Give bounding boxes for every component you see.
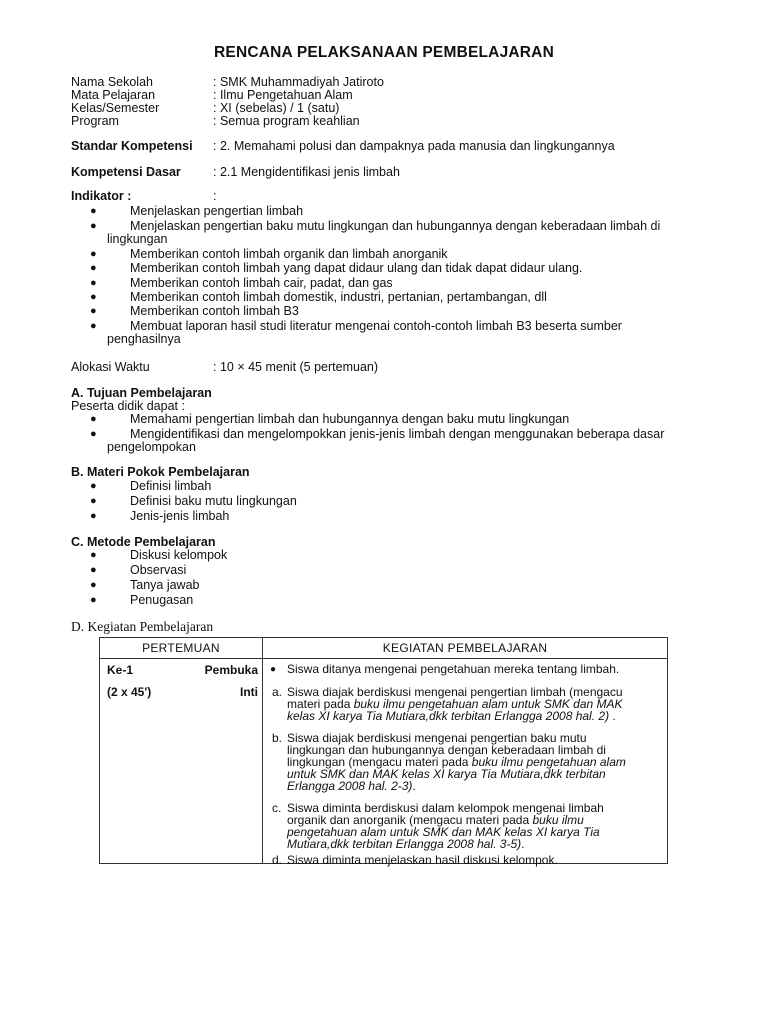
identity-value: : XI (sebelas) / 1 (satu) [213, 101, 340, 115]
table-header-row [100, 638, 668, 659]
meeting-duration: (2 x 45') [107, 685, 152, 699]
bullet-icon: ● [90, 564, 97, 576]
standar-kompetensi-label: Standar Kompetensi [71, 139, 193, 153]
activity-c-line: Siswa diminta berdiskusi dalam kelompok mengenai limbah [287, 801, 604, 815]
activity-c-line: organik dan anorganik (mengacu materi pada buku ilmu [287, 813, 584, 827]
section-heading-tujuan: A. Tujuan Pembelajaran [71, 386, 212, 400]
opening-activity: Siswa ditanya mengenai pengetahuan mereka tentang limbah. [287, 662, 620, 676]
bullet-icon: ● [90, 495, 97, 507]
identity-label: Nama Sekolah [71, 75, 153, 89]
identity-value: : Ilmu Pengetahuan Alam [213, 88, 353, 102]
bullet-icon: ● [90, 579, 97, 591]
bullet-icon: ● [90, 549, 97, 561]
activity-b-line: Erlangga 2008 hal. 2-3). [287, 779, 416, 793]
activity-b-line: untuk SMK dan MAK kelas XI karya Tia Mutiara,dkk terbitan [287, 767, 606, 781]
meeting-number: Ke-1 [107, 663, 134, 677]
table-row [100, 659, 668, 864]
activity-d-line: Siswa diminta menjelaskan hasil diskusi kelompok. [287, 853, 558, 867]
identity-value: : SMK Muhammadiyah Jatiroto [213, 75, 384, 89]
phase-inti: Inti [240, 685, 258, 699]
bullet-icon: ● [90, 262, 97, 274]
activity-marker: b. [272, 731, 283, 745]
phase-pembuka: Pembuka [204, 663, 258, 677]
column-header-kegiatan: KEGIATAN PEMBELAJARAN [263, 638, 668, 659]
section-heading-materi: B. Materi Pokok Pembelajaran [71, 465, 250, 479]
activity-a-line: Siswa diajak berdiskusi mengenai pengertian limbah (mengacu [287, 685, 623, 699]
section-heading-kegiatan: D. Kegiatan Pembelajaran [71, 619, 214, 634]
activity-c-line: pengetahuan alam untuk SMK dan MAK kelas XI karya Tia [287, 825, 600, 839]
standar-kompetensi-value: : 2. Memahami polusi dan dampaknya pada manusia dan lingkungannya [213, 139, 615, 153]
activity-b-line: lingkungan dan hubungannya dengan keberadaan limbah di [287, 743, 606, 757]
section-heading-metode: C. Metode Pembelajaran [71, 535, 216, 549]
bullet-icon: ● [90, 220, 97, 232]
identity-label: Mata Pelajaran [71, 88, 156, 102]
activity-b-line: lingkungan (mengacu materi pada buku ilmu pengetahuan alam [287, 755, 626, 769]
identity-label: Program [71, 114, 119, 128]
activity-a-line: kelas XI karya Tia Mutiara,dkk terbitan Erlangga 2008 hal. 2) . [287, 709, 616, 723]
indikator-label: Indikator : [71, 189, 132, 203]
identity-label: Kelas/Semester [71, 101, 160, 115]
bullet-icon: ● [90, 205, 97, 217]
kompetensi-dasar-value: : 2.1 Mengidentifikasi jenis limbah [213, 165, 400, 179]
activity-marker: c. [272, 801, 282, 815]
bullet-icon: ● [90, 277, 97, 289]
bullet-icon: ● [90, 480, 97, 492]
alokasi-waktu-label: Alokasi Waktu [71, 360, 150, 374]
kompetensi-dasar-label: Kompetensi Dasar [71, 165, 181, 179]
activity-b-line: Siswa diajak berdiskusi mengenai pengertian baku mutu [287, 731, 587, 745]
activity-marker: a. [272, 685, 283, 699]
bullet-icon: ● [90, 291, 97, 303]
indikator-colon: : [213, 189, 217, 203]
tujuan-intro: Peserta didik dapat : [71, 399, 185, 413]
kegiatan-table [99, 637, 668, 867]
alokasi-waktu-value: : 10 × 45 menit (5 pertemuan) [213, 360, 379, 374]
pertemuan-cell [100, 659, 263, 864]
column-header-pertemuan: PERTEMUAN [100, 638, 263, 659]
bullet-icon: ● [90, 248, 97, 260]
kegiatan-cell [263, 659, 668, 867]
activity-marker: d. [272, 853, 283, 867]
document-page: RENCANA PELAKSANAAN PEMBELAJARAN Nama Sekolah : SMK Muhammadiyah Jatiroto Mata Pelajaran : Ilmu Pengetahuan Alam Kelas/Semester : XI (sebelas) / 1 (satu) Program : Semua program keahlian Standar Kompetensi : 2. Memahami polusi dan dampaknya pada manusia dan lingkungannya Kompetensi Dasar : 2.1 Mengidentifikasi jenis limbah Indikator : : ● Menjelaskan pengertian limbah ● Menjelaskan pengertian baku mutu lingkungan dan hubungannya dengan keberadaan limbah di lingkungan ● Memberikan contoh limbah organik dan limbah anorganik ● Memberikan contoh limbah yang dapat didaur ulang dan tidak dapat didaur ulang. ● Memberikan contoh limbah cair, padat, dan gas ● Memberikan contoh limbah domestik, industri, pertanian, pertambangan, dll ● Memberikan contoh limbah B3 ● Membuat laporan hasil studi literatur mengenai contoh-contoh limbah B3 beserta sumber penghasilnya Alokasi Waktu : 10 × 45 menit (5 pertemuan) A. Tujuan Pembelajaran Peserta didik dapat : ● Memahami pengertian limbah dan hubungannya dengan baku mutu lingkungan ● Mengidentifikasi dan mengelompokkan jenis-jenis limbah dengan menggunakan beberapa dasar pengelompokan B. Materi Pokok Pembelajaran ● Definisi limbah ● Definisi baku mutu lingkungan ● Jenis-jenis limbah C. Metode Pembelajaran ● Diskusi kelompok ● Observasi ● Tanya jawab ● Penugasan D. Kegiatan Pembelajaran PERTEMUAN KEGIATAN PEMBELAJARAN Ke-1 Pembuka (2 x 45') Inti ● Siswa ditanya mengenai pengetahuan mereka tentang limbah. a. Siswa diajak berdiskusi mengenai pengertian limbah (mengacu materi pada buku ilmu pengetahuan alam untuk SMK dan MAK kelas XI karya Tia Mutiara,dkk terbitan Erlangga 2008 hal. 2) . b. Siswa diajak berdiskusi mengenai pengertian baku mutu lingkungan dan hubungannya dengan keberadaan limbah di lingkungan (mengacu materi pada buku ilmu pengetahuan alam untuk SMK dan MAK kelas XI karya Tia Mutiara,dkk terbitan Erlangga 2008 hal. 2-3). c. Siswa diminta berdiskusi dalam kelompok mengenai limbah organik dan anorganik (mengacu materi pada buku ilmu pengetahuan alam untuk SMK dan MAK kelas XI karya Tia Mutiara,dkk terbitan Erlangga 2008 hal. 3-5). d. Siswa diminta menjelaskan hasil diskusi kelompok. [0, 0, 768, 1024]
bullet-icon: ● [90, 510, 97, 522]
bullet-icon: ● [90, 428, 97, 440]
activity-a-line: materi pada buku ilmu pengetahuan alam untuk SMK dan MAK [287, 697, 623, 711]
bullet-icon: ● [90, 320, 97, 332]
bullet-icon: ● [90, 594, 97, 606]
bullet-icon: ● [90, 305, 97, 317]
bullet-icon: ● [90, 413, 97, 425]
bullet-icon: ● [270, 664, 277, 675]
page-title: RENCANA PELAKSANAAN PEMBELAJARAN [214, 44, 554, 61]
identity-value: : Semua program keahlian [213, 114, 360, 128]
activity-c-line: Mutiara,dkk terbitan Erlangga 2008 hal. 3-5). [287, 837, 525, 851]
